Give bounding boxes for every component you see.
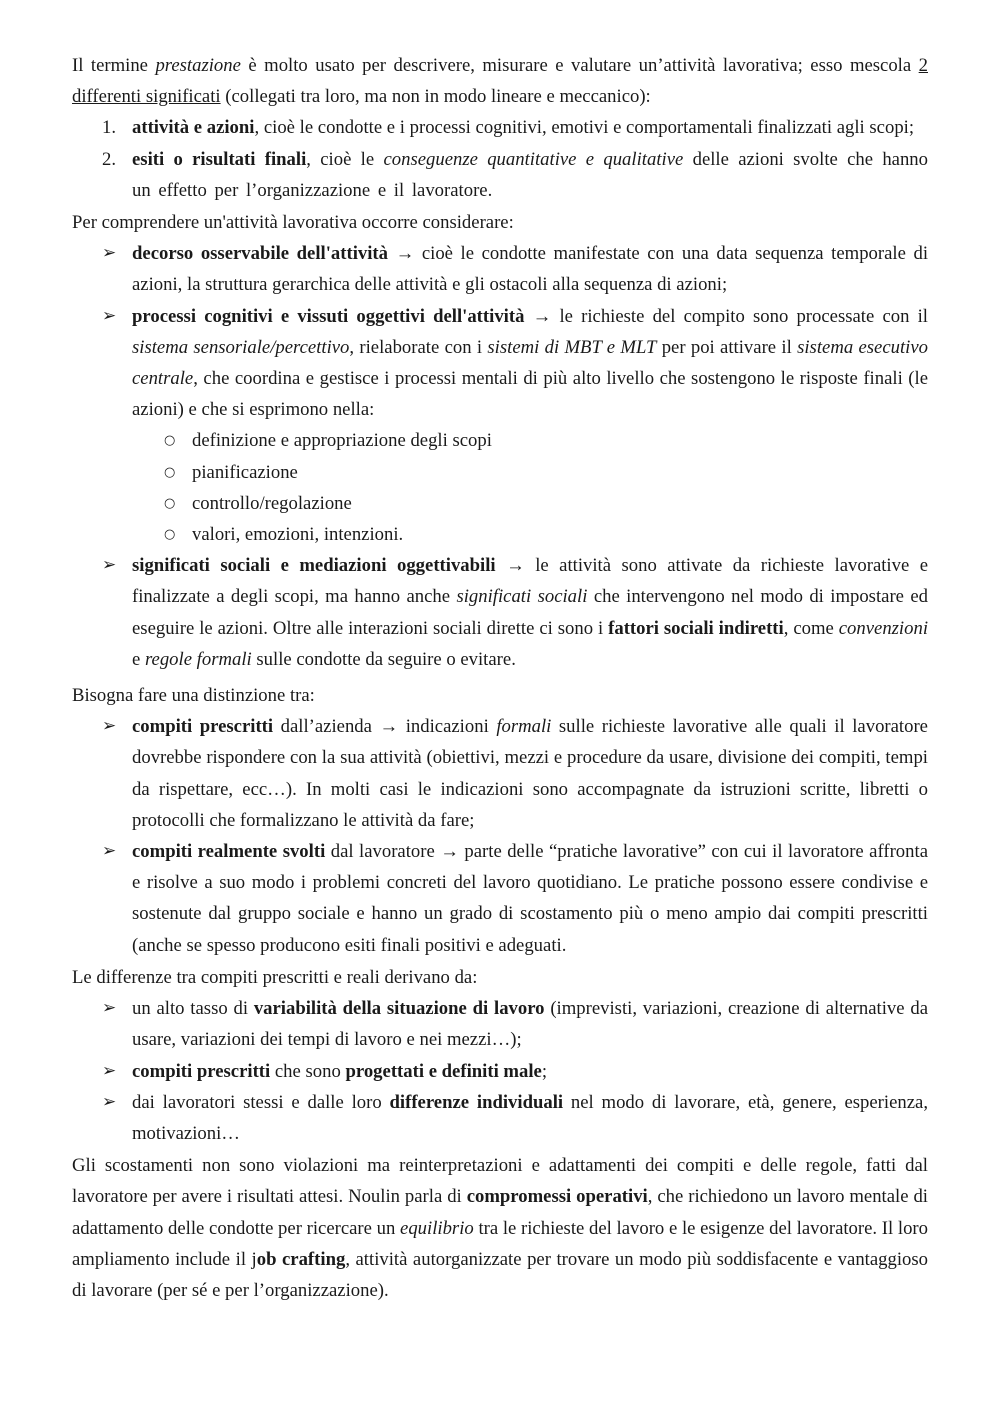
distinction-item-1 — [72, 711, 928, 836]
sub-item-text: valori, emozioni, intenzioni. — [192, 524, 404, 546]
executive-functions-sublist — [72, 425, 928, 550]
item-text: , che coordina e gestisce i processi mentali di più alto livello che sostengono le risposte finali (le azioni) e che si esprimono nella: — [132, 368, 928, 421]
bold-term: compiti prescritti — [132, 716, 274, 738]
circle-bullet-icon: ○ — [164, 495, 176, 511]
italic-term: conseguenze quantitative e qualitative — [383, 148, 684, 170]
italic-term: sistemi di MBT e MLT — [487, 336, 657, 358]
consider-item-2 — [72, 301, 928, 426]
item-text: , come — [783, 617, 839, 639]
item-text: (imprevisti, variazioni, creazione di alternative da usare, variazioni dei tempi di lavoro e nei mezzi…); — [132, 998, 928, 1051]
italic-term: equilibrio — [400, 1217, 474, 1239]
arrow-bullet-icon: ➢ — [102, 998, 117, 1019]
bold-term: ob crafting — [256, 1248, 346, 1270]
item-text: sulle condotte da seguire o evitare. — [251, 648, 516, 670]
list-number: 1. — [102, 117, 117, 139]
arrow-bullet-icon: ➢ — [102, 716, 117, 737]
item-text: nel modo di lavorare, età, genere, esperienza, motivazioni… — [132, 1091, 928, 1144]
item-text: , cioè le — [306, 148, 384, 170]
item-text: dai lavoratori stessi e dalle loro — [132, 1091, 390, 1113]
consider-list-continued — [72, 550, 928, 675]
bold-term: differenze individuali — [389, 1091, 564, 1113]
sub-item-2 — [72, 457, 928, 488]
italic-term: significati sociali — [456, 586, 588, 608]
consider-list — [72, 238, 928, 425]
item-text: sulle richieste lavorative alle quali il lavoratore dovrebbe rispondere con la sua attività (obiettivi, mezzi e procedure da usare, divisione dei compiti, tempi da rispettare, ecc…). In molti casi le indicazioni sono accompagnate da istruzioni scritte, libretti o protocolli che formalizzano le attività da fare; — [132, 716, 928, 831]
closing-text-3: tra le richieste del lavoro e le esigenze del lavoratore. Il loro ampliamento include il j — [72, 1217, 928, 1270]
distinction-list — [72, 711, 928, 961]
bold-term: compromessi operativi — [466, 1186, 648, 1208]
closing-text-1: Gli scostamenti non sono violazioni ma reinterpretazioni e adattamenti dei compiti e delle regole, fatti dal lavoratore per avere i risultati attesi. Noulin parla di — [72, 1155, 928, 1208]
meanings-list — [72, 112, 928, 206]
differences-list — [72, 993, 928, 1149]
italic-term: sistema esecutivo centrale — [132, 336, 928, 390]
term-prestazione: prestazione — [155, 55, 241, 76]
bold-term: attività e azioni — [132, 117, 255, 139]
arrow-bullet-icon: ➢ — [102, 555, 117, 576]
meaning-item-1 — [72, 112, 928, 143]
item-text: che sono — [270, 1060, 346, 1082]
item-text: un alto tasso di — [132, 998, 254, 1020]
sub-item-text: pianificazione — [192, 461, 298, 483]
item-text: che intervengono nel modo di impostare ed eseguire le azioni. Oltre alle interazioni sociali dirette ci sono i — [132, 586, 928, 639]
sub-item-text: controllo/regolazione — [192, 492, 352, 514]
item-text: → cioè le condotte manifestate con una data sequenza temporale di azioni, la struttura gerarchica delle attività e gli ostacoli alla sequenza di azioni; — [132, 243, 929, 296]
bold-term: compiti prescritti — [132, 1060, 271, 1082]
list-number: 2. — [102, 148, 117, 170]
sub-item-3 — [72, 488, 928, 519]
item-text: delle azioni svolte che hanno un effetto per l’organizzazione e il lavoratore. — [132, 148, 928, 201]
sub-item-text: definizione e appropriazione degli scopi — [192, 430, 492, 452]
sub-item-4 — [72, 519, 928, 550]
underlined-two-meanings: 2 differenti significati — [72, 55, 928, 108]
item-text: → le attività sono attivate da richieste lavorative e finalizzate a degli scopi, ma hanno anche — [132, 555, 929, 608]
arrow-bullet-icon: ➢ — [102, 1060, 117, 1081]
differences-intro: Le differenze tra compiti prescritti e reali derivano da: — [72, 966, 478, 988]
bold-term: processi cognitivi e vissuti oggettivi dell'attività — [132, 305, 525, 327]
item-text: , rielaborate con i — [349, 336, 488, 358]
item-text: ; — [541, 1060, 548, 1082]
difference-item-1 — [72, 993, 928, 1055]
bold-term: variabilità della situazione di lavoro — [253, 998, 545, 1020]
consider-item-1 — [72, 238, 928, 300]
consider-item-3 — [72, 550, 928, 675]
item-text: dal lavoratore → parte delle “pratiche lavorative” con cui il lavoratore affronta e risolve a suo modo i problemi concreti del lavoro quotidiano. Le pratiche possono essere condivise e sostenute dal gruppo sociale e hanno un grado di scostamento più o meno ampio dai compiti prescritti (anche se spesso producono esiti finali positivi e adeguati. — [132, 841, 928, 956]
arrow-bullet-icon: ➢ — [102, 243, 117, 264]
circle-bullet-icon: ○ — [164, 464, 176, 480]
intro-text-2: è molto usato per descrivere, misurare e valutare un’attività lavorativa; esso mescola — [240, 55, 919, 76]
bold-term: progettati e definiti male — [345, 1060, 542, 1082]
italic-term: convenzioni — [838, 617, 929, 639]
intro-text-1: Il termine — [72, 55, 156, 76]
distinction-intro: Bisogna fare una distinzione tra: — [72, 685, 315, 707]
difference-item-3 — [72, 1087, 928, 1149]
italic-term: sistema sensoriale/percettivo — [132, 336, 350, 358]
arrow-bullet-icon: ➢ — [102, 305, 117, 326]
distinction-item-2 — [72, 836, 928, 961]
difference-item-2 — [72, 1056, 928, 1087]
item-text: , cioè le condotte e i processi cognitivi, emotivi e comportamentali finalizzati agli scopi; — [254, 117, 915, 139]
circle-bullet-icon: ○ — [164, 433, 176, 449]
bold-term: significati sociali e mediazioni oggettivabili — [132, 555, 496, 577]
item-text: per poi attivare il — [656, 336, 798, 358]
closing-paragraph — [72, 1150, 928, 1306]
consider-intro: Per comprendere un'attività lavorativa occorre considerare: — [72, 212, 514, 234]
bold-term: compiti realmente svolti — [132, 841, 326, 863]
bold-term: fattori sociali indiretti — [608, 617, 784, 639]
item-text: dall’azienda → indicazioni — [273, 716, 497, 738]
bold-term: decorso osservabile dell'attività — [132, 243, 388, 265]
arrow-bullet-icon: ➢ — [102, 1091, 117, 1112]
item-text: → le richieste del compito sono processate con il — [524, 305, 928, 327]
arrow-bullet-icon: ➢ — [102, 841, 117, 862]
meaning-item-2 — [72, 144, 928, 206]
closing-text-2: , che richiedono un lavoro mentale di adattamento delle condotte per ricercare un — [72, 1186, 928, 1239]
closing-text-4: , attività autorganizzate per trovare un modo più soddisfacente e vantaggioso di lavorare (per sé e per l’organizzazione). — [72, 1248, 928, 1301]
bold-term: esiti o risultati finali — [132, 148, 307, 170]
circle-bullet-icon: ○ — [164, 527, 176, 543]
italic-term: regole formali — [144, 648, 252, 670]
italic-term: formali — [496, 716, 552, 738]
intro-paragraph — [72, 50, 928, 112]
intro-text-3: (collegati tra loro, ma non in modo lineare e meccanico): — [220, 86, 651, 108]
sub-item-1 — [72, 425, 928, 456]
item-text: e — [132, 648, 145, 670]
